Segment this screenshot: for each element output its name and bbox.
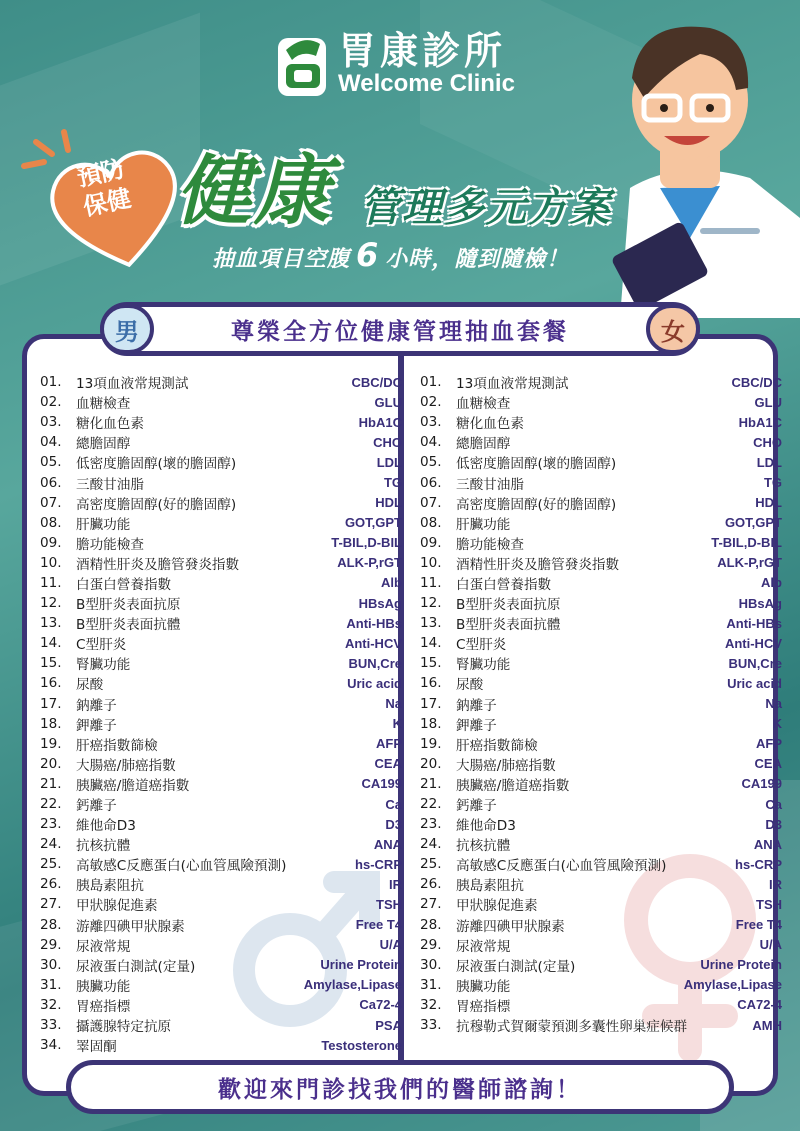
item-number: 27. <box>40 896 62 913</box>
consult-banner <box>66 1060 734 1114</box>
item-number: 30. <box>40 956 62 973</box>
item-code: Free T4 <box>355 917 402 933</box>
item-number: 02. <box>40 394 62 411</box>
item-name: 低密度膽固醇(壞的膽固醇) <box>76 456 237 473</box>
clinic-name-en: Welcome Clinic <box>338 70 515 97</box>
item-code: IR <box>769 876 782 892</box>
item-code: LDL <box>756 454 782 470</box>
item-name: 13項血液常規測試 <box>456 376 569 393</box>
item-code: TG <box>763 475 782 491</box>
list-item <box>420 573 782 593</box>
item-number: 27. <box>420 896 442 913</box>
item-number: 20. <box>420 755 442 772</box>
list-item <box>420 975 782 995</box>
item-number: 12. <box>40 595 62 612</box>
item-name: 高密度膽固醇(好的膽固醇) <box>456 496 617 513</box>
list-item <box>40 633 402 653</box>
item-name: 抗核抗體 <box>456 838 511 855</box>
item-name: 尿液蛋白測試(定量) <box>456 958 576 975</box>
list-item <box>40 694 402 714</box>
item-number: 21. <box>40 775 62 792</box>
item-name: 胰臟癌/膽道癌指數 <box>76 777 190 794</box>
item-name: 高敏感C反應蛋白(心血管風險預測) <box>76 858 287 875</box>
item-number: 14. <box>420 635 442 652</box>
item-name: 肝癌指數篩檢 <box>76 737 158 754</box>
list-item <box>420 854 782 874</box>
item-name: B型肝炎表面抗體 <box>76 617 181 634</box>
item-name: 游離四碘甲狀腺素 <box>456 918 565 935</box>
item-number: 18. <box>40 715 62 732</box>
item-number: 24. <box>40 836 62 853</box>
item-name: 白蛋白營養指數 <box>76 576 172 593</box>
list-item <box>420 955 782 975</box>
item-name: 甲狀腺促進素 <box>76 898 158 915</box>
item-code: BUN,Cre <box>348 655 402 671</box>
item-name: 胃癌指標 <box>456 998 511 1015</box>
item-number: 12. <box>420 595 442 612</box>
item-name: 糖化血色素 <box>76 416 144 433</box>
item-code: GOT,GPT <box>724 515 782 531</box>
item-number: 05. <box>40 454 62 471</box>
list-item <box>420 894 782 914</box>
list-item <box>40 1035 402 1055</box>
item-code: Amylase,Lipase <box>683 977 782 993</box>
item-code: Na <box>385 696 402 712</box>
item-name: 維他命D3 <box>76 818 136 835</box>
item-name: 糖化血色素 <box>456 416 524 433</box>
list-item <box>40 432 402 452</box>
list-item <box>420 513 782 533</box>
fasting-tagline <box>212 236 569 274</box>
item-name: 尿酸 <box>456 677 484 694</box>
item-number: 23. <box>40 816 62 833</box>
item-name: 抗穆勒式賀爾蒙預測多囊性卵巢症候群 <box>456 1019 688 1036</box>
item-code: Amylase,Lipase <box>303 977 402 993</box>
male-label: 男 <box>100 304 154 354</box>
item-number: 16. <box>420 675 442 692</box>
item-name: 肝臟功能 <box>76 516 131 533</box>
item-name: 游離四碘甲狀腺素 <box>76 918 185 935</box>
item-code: Uric acid <box>727 675 782 691</box>
item-name: 白蛋白營養指數 <box>456 576 552 593</box>
item-code: HDL <box>755 495 782 511</box>
item-code: Ca <box>765 796 782 812</box>
item-name: 肝臟功能 <box>456 516 511 533</box>
list-item <box>40 995 402 1015</box>
item-code: CA199 <box>741 776 782 792</box>
list-item <box>420 633 782 653</box>
item-code: D3 <box>385 816 402 832</box>
item-code: IR <box>389 876 402 892</box>
item-name: 鉀離子 <box>456 717 497 734</box>
male-test-list <box>40 372 402 1055</box>
item-code: HbA1C <box>738 414 782 430</box>
list-item <box>40 472 402 492</box>
item-code: ANA <box>753 836 782 852</box>
headline-health: 健康 <box>176 146 332 235</box>
list-item <box>40 533 402 553</box>
item-number: 13. <box>420 615 442 632</box>
item-name: 腎臟功能 <box>456 657 511 674</box>
item-number: 34. <box>40 1037 62 1054</box>
list-item <box>40 894 402 914</box>
item-code: BUN,Cre <box>728 655 782 671</box>
item-code: Alb <box>381 575 402 591</box>
item-code: HDL <box>375 495 402 511</box>
list-item <box>420 714 782 734</box>
item-name: 三酸甘油脂 <box>456 476 524 493</box>
item-number: 09. <box>40 534 62 551</box>
item-code: TSH <box>376 896 402 912</box>
list-item <box>420 372 782 392</box>
list-item <box>40 814 402 834</box>
item-code: D3 <box>765 816 782 832</box>
item-number: 17. <box>420 695 442 712</box>
item-number: 05. <box>420 454 442 471</box>
doctor-illustration <box>560 18 800 318</box>
list-item <box>420 533 782 553</box>
item-name: 尿酸 <box>76 677 104 694</box>
list-item <box>40 714 402 734</box>
item-code: Urine Protein <box>320 957 402 973</box>
item-number: 31. <box>40 976 62 993</box>
list-item <box>420 734 782 754</box>
item-code: Testosterone <box>321 1037 402 1053</box>
item-number: 08. <box>420 514 442 531</box>
list-item <box>40 1015 402 1035</box>
list-item <box>40 834 402 854</box>
list-item <box>40 553 402 573</box>
list-item <box>40 754 402 774</box>
item-name: 鉀離子 <box>76 717 117 734</box>
list-item <box>420 874 782 894</box>
item-code: ALK-P,rGT <box>337 555 402 571</box>
item-name: 低密度膽固醇(壞的膽固醇) <box>456 456 617 473</box>
list-item <box>40 734 402 754</box>
item-name: 尿液常規 <box>76 938 131 955</box>
item-code: AFP <box>376 736 402 752</box>
list-item <box>420 935 782 955</box>
list-item <box>40 915 402 935</box>
item-number: 33. <box>40 1017 62 1034</box>
item-code: CA72-4 <box>737 997 782 1013</box>
item-name: 肝癌指數篩檢 <box>456 737 538 754</box>
item-number: 06. <box>420 474 442 491</box>
female-test-list <box>420 372 782 1035</box>
item-number: 13. <box>40 615 62 632</box>
list-item <box>40 513 402 533</box>
package-banner <box>100 302 700 356</box>
list-item <box>420 834 782 854</box>
item-name: C型肝炎 <box>76 637 127 654</box>
list-item <box>40 673 402 693</box>
list-item <box>420 694 782 714</box>
item-number: 14. <box>40 635 62 652</box>
item-number: 11. <box>40 574 62 591</box>
item-name: 尿液蛋白測試(定量) <box>76 958 196 975</box>
item-code: GLU <box>374 394 402 410</box>
item-number: 16. <box>40 675 62 692</box>
item-name: 鈉離子 <box>456 697 497 714</box>
item-name: 鈉離子 <box>76 697 117 714</box>
list-item <box>40 372 402 392</box>
list-item <box>420 412 782 432</box>
list-item <box>420 1015 782 1035</box>
item-number: 08. <box>40 514 62 531</box>
item-code: U/A <box>379 937 402 953</box>
item-name: B型肝炎表面抗原 <box>456 597 561 614</box>
item-code: ALK-P,rGT <box>717 555 782 571</box>
item-name: 攝護腺特定抗原 <box>76 1019 172 1036</box>
list-item <box>420 553 782 573</box>
list-item <box>40 653 402 673</box>
item-name: 膽功能檢查 <box>456 536 524 553</box>
item-number: 01. <box>420 374 442 391</box>
list-item <box>420 995 782 1015</box>
item-number: 03. <box>420 414 442 431</box>
item-name: 大腸癌/肺癌指數 <box>76 757 176 774</box>
item-name: 總膽固醇 <box>76 436 131 453</box>
item-name: 胃癌指標 <box>76 998 131 1015</box>
item-code: HbA1C <box>358 414 402 430</box>
item-code: Free T4 <box>735 917 782 933</box>
list-item <box>420 673 782 693</box>
item-name: 鈣離子 <box>456 798 497 815</box>
item-name: 三酸甘油脂 <box>76 476 144 493</box>
list-item <box>40 593 402 613</box>
item-name: 腎臟功能 <box>76 657 131 674</box>
list-item <box>40 452 402 472</box>
list-item <box>40 854 402 874</box>
item-code: Uric acid <box>347 675 402 691</box>
item-name: 胰島素阻抗 <box>76 878 144 895</box>
item-number: 32. <box>420 996 442 1013</box>
item-code: CEA <box>754 756 782 772</box>
list-item <box>420 915 782 935</box>
item-number: 33. <box>420 1017 442 1034</box>
item-name: 大腸癌/肺癌指數 <box>456 757 556 774</box>
item-code: AFP <box>756 736 782 752</box>
item-code: HBsAg <box>738 595 782 611</box>
consult-text: 歡迎來門診找我們的醫師諮詢！ <box>218 1076 582 1103</box>
item-code: LDL <box>376 454 402 470</box>
female-label: 女 <box>646 304 700 354</box>
item-code: hs-CRP <box>355 856 402 872</box>
item-number: 18. <box>420 715 442 732</box>
item-code: T-BIL,D-BIL <box>711 535 782 551</box>
item-code: TSH <box>756 896 782 912</box>
item-number: 23. <box>420 816 442 833</box>
clinic-logo <box>276 30 515 98</box>
item-code: CEA <box>374 756 402 772</box>
item-name: 胰臟癌/膽道癌指數 <box>456 777 570 794</box>
list-item <box>40 392 402 412</box>
item-name: B型肝炎表面抗原 <box>76 597 181 614</box>
item-number: 04. <box>40 434 62 451</box>
tagline-pre: 抽血項目空腹 <box>212 247 351 272</box>
list-item <box>420 613 782 633</box>
list-item <box>420 754 782 774</box>
item-name: 酒精性肝炎及膽管發炎指數 <box>76 556 240 573</box>
list-item <box>40 412 402 432</box>
list-item <box>40 794 402 814</box>
list-item <box>40 874 402 894</box>
item-number: 09. <box>420 534 442 551</box>
list-item <box>40 955 402 975</box>
item-name: 抗核抗體 <box>76 838 131 855</box>
list-item <box>420 794 782 814</box>
item-name: 13項血液常規測試 <box>76 376 189 393</box>
item-code: Anti-HBs <box>346 615 402 631</box>
item-name: 酒精性肝炎及膽管發炎指數 <box>456 556 620 573</box>
item-number: 26. <box>40 876 62 893</box>
item-number: 28. <box>40 916 62 933</box>
package-title: 尊榮全方位健康管理抽血套餐 <box>231 318 569 345</box>
tagline-post: 小時，隨到隨檢！ <box>385 247 570 272</box>
item-number: 15. <box>40 655 62 672</box>
item-code: HBsAg <box>358 595 402 611</box>
item-number: 11. <box>420 574 442 591</box>
item-code: K <box>392 716 402 732</box>
item-number: 10. <box>420 554 442 571</box>
item-code: Anti-HBs <box>726 615 782 631</box>
item-code: CBC/DC <box>731 374 782 390</box>
list-item <box>40 573 402 593</box>
list-item <box>420 432 782 452</box>
item-name: 維他命D3 <box>456 818 516 835</box>
item-number: 22. <box>420 796 442 813</box>
item-number: 17. <box>40 695 62 712</box>
item-name: 血糖檢查 <box>76 396 131 413</box>
clinic-logo-icon <box>276 30 330 98</box>
item-code: GOT,GPT <box>344 515 402 531</box>
clinic-name-zh: 胃康診所 <box>338 29 507 73</box>
list-item <box>420 472 782 492</box>
item-number: 22. <box>40 796 62 813</box>
item-code: Ca72-4 <box>359 997 402 1013</box>
item-code: ANA <box>373 836 402 852</box>
item-number: 28. <box>420 916 442 933</box>
item-code: Alb <box>761 575 782 591</box>
item-code: Urine Protein <box>700 957 782 973</box>
item-number: 26. <box>420 876 442 893</box>
item-name: 胰臟功能 <box>76 978 131 995</box>
badge-line2: 保健 <box>80 183 134 222</box>
item-name: B型肝炎表面抗體 <box>456 617 561 634</box>
item-name: 血糖檢查 <box>456 396 511 413</box>
item-number: 04. <box>420 434 442 451</box>
item-code: U/A <box>759 937 782 953</box>
list-item <box>420 452 782 472</box>
item-code: AMH <box>752 1017 782 1033</box>
item-number: 07. <box>420 494 442 511</box>
item-number: 19. <box>420 735 442 752</box>
list-item <box>40 613 402 633</box>
item-number: 07. <box>40 494 62 511</box>
item-number: 32. <box>40 996 62 1013</box>
item-number: 31. <box>420 976 442 993</box>
list-item <box>40 774 402 794</box>
item-number: 21. <box>420 775 442 792</box>
list-item <box>420 593 782 613</box>
item-code: CBC/DC <box>351 374 402 390</box>
item-name: C型肝炎 <box>456 637 507 654</box>
list-item <box>420 493 782 513</box>
item-number: 25. <box>40 856 62 873</box>
list-item <box>40 975 402 995</box>
item-name: 睪固酮 <box>76 1039 117 1056</box>
item-code: CA199 <box>361 776 402 792</box>
item-code: GLU <box>754 394 782 410</box>
item-number: 06. <box>40 474 62 491</box>
item-number: 30. <box>420 956 442 973</box>
item-code: CHO <box>373 434 402 450</box>
list-item <box>420 774 782 794</box>
list-item <box>420 653 782 673</box>
item-code: CHO <box>753 434 782 450</box>
item-name: 胰臟功能 <box>456 978 511 995</box>
item-number: 19. <box>40 735 62 752</box>
item-code: Anti-HCV <box>344 635 402 651</box>
item-code: Ca <box>385 796 402 812</box>
item-code: K <box>772 716 782 732</box>
item-number: 20. <box>40 755 62 772</box>
tagline-hours: 6 <box>356 236 380 274</box>
item-number: 24. <box>420 836 442 853</box>
item-number: 10. <box>40 554 62 571</box>
item-name: 甲狀腺促進素 <box>456 898 538 915</box>
item-number: 29. <box>420 936 442 953</box>
item-number: 03. <box>40 414 62 431</box>
list-item <box>40 935 402 955</box>
item-name: 膽功能檢查 <box>76 536 144 553</box>
item-name: 高密度膽固醇(好的膽固醇) <box>76 496 237 513</box>
item-name: 鈣離子 <box>76 798 117 815</box>
list-item <box>40 493 402 513</box>
badge-line1: 預防 <box>74 154 128 193</box>
item-name: 高敏感C反應蛋白(心血管風險預測) <box>456 858 667 875</box>
item-code: T-BIL,D-BIL <box>331 535 402 551</box>
item-code: hs-CRP <box>735 856 782 872</box>
item-number: 01. <box>40 374 62 391</box>
list-item <box>420 814 782 834</box>
item-number: 02. <box>420 394 442 411</box>
item-code: PSA <box>375 1017 402 1033</box>
item-name: 胰島素阻抗 <box>456 878 524 895</box>
item-number: 25. <box>420 856 442 873</box>
item-code: TG <box>383 475 402 491</box>
item-code: Na <box>765 696 782 712</box>
item-code: Anti-HCV <box>724 635 782 651</box>
item-number: 29. <box>40 936 62 953</box>
headline-management: 管理多元方案 <box>360 185 612 231</box>
item-number: 15. <box>420 655 442 672</box>
item-name: 尿液常規 <box>456 938 511 955</box>
list-item <box>420 392 782 412</box>
item-name: 總膽固醇 <box>456 436 511 453</box>
